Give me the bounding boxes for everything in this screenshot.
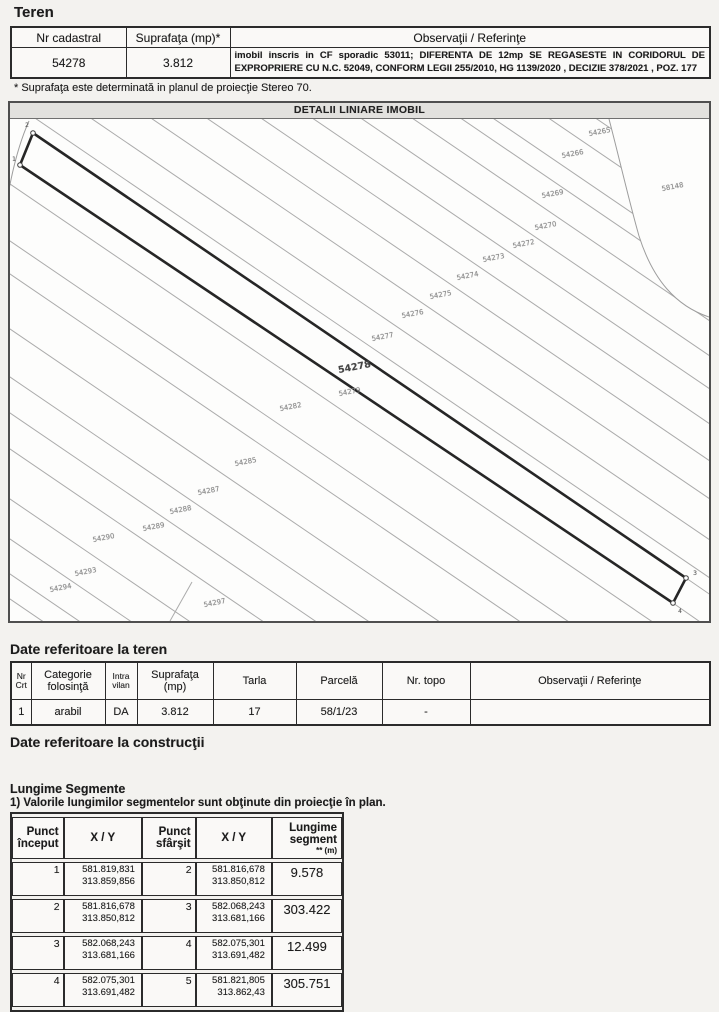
- map-parcel-label-54294: 54294: [48, 581, 73, 595]
- end-point: 4: [142, 936, 196, 970]
- coord-x: 582.068,243: [212, 901, 265, 912]
- corner-point-label-4: 4: [678, 608, 682, 615]
- end-point: 2: [142, 862, 196, 896]
- map-title: DETALII LINIARE IMOBIL: [10, 103, 709, 119]
- coord-y: 313.850,812: [212, 875, 265, 887]
- teren-table-header-row: [11, 27, 710, 48]
- coord-x: 582.068,243: [82, 938, 135, 949]
- col-header-nr-cadastral: Nr cadastral: [11, 27, 126, 48]
- nr-cadastral-value: 54278: [11, 48, 126, 79]
- coord-y: 313.691,482: [212, 949, 265, 961]
- map-parcel-label-54293: 54293: [73, 565, 98, 579]
- map-parcel-label-54275: 54275: [428, 288, 453, 302]
- col-header-categorie: Categorie folosinţă: [31, 662, 105, 700]
- map-frame: [8, 101, 711, 623]
- segment-row: [12, 899, 342, 933]
- segmente-note: 1) Valorile lungimilor segmentelor sunt obţinute din proiecţie în plan.: [10, 797, 386, 809]
- map-parcel-label-54269: 54269: [540, 187, 565, 201]
- suprafata-value: 3.812: [126, 48, 230, 79]
- col-header-nr-crt: Nr Crt: [11, 662, 31, 700]
- segment-length: 303.422: [272, 899, 342, 933]
- map-parcel-label-54279: 54279: [337, 385, 362, 399]
- lungime-label: Lungime segment: [289, 821, 337, 846]
- constructii-heading: Date referitoare la construcţii: [10, 734, 205, 750]
- start-coords: [64, 936, 142, 970]
- teren-detalii-heading: Date referitoare la teren: [10, 641, 168, 657]
- col-header-punct-sfarsit: Punct sfârşit: [142, 817, 196, 859]
- map-parcel-label-54287: 54287: [196, 484, 221, 498]
- teren-table-data-row: [11, 48, 710, 79]
- map-parcel-label-54282: 54282: [278, 400, 303, 414]
- segment-length: 9.578: [272, 862, 342, 896]
- coord-x: 581.819,831: [82, 864, 135, 875]
- map-parcel-label-54289: 54289: [141, 520, 166, 534]
- segmente-title: Lungime Segmente: [10, 782, 126, 796]
- coord-y: 313.850,812: [82, 912, 135, 924]
- map-parcel-label-54265: 54265: [587, 125, 612, 139]
- start-point: 1: [12, 862, 64, 896]
- map-parcel-label-54274: 54274: [455, 269, 480, 283]
- suprafata-footnote: * Suprafaţa este determinată in planul de proiecţie Stereo 70.: [14, 82, 312, 94]
- coord-y: 313.681,166: [212, 912, 265, 924]
- map-parcel-label-54266: 54266: [560, 147, 585, 161]
- teren-detalii-table: [10, 661, 711, 726]
- col-header-suprafata: Suprafaţa (mp)*: [126, 27, 230, 48]
- segmente-header-row: [12, 817, 342, 859]
- corner-point-label-3: 3: [693, 570, 697, 577]
- corner-point-label-2: 2: [25, 122, 29, 129]
- map-parcel-label-58148: 58148: [660, 180, 685, 194]
- corner-point-marker-4: [671, 601, 676, 606]
- tarla-value: 17: [213, 700, 296, 726]
- segment-row: [12, 936, 342, 970]
- categorie-value: arabil: [31, 700, 105, 726]
- coord-y: 313.691,482: [82, 986, 135, 998]
- teren-detalii-data-row: [11, 700, 710, 726]
- coord-x: 581.816,678: [82, 901, 135, 912]
- segment-length: 12.499: [272, 936, 342, 970]
- teren-table: [10, 26, 711, 79]
- map-parcel-label-54276: 54276: [400, 307, 425, 321]
- end-coords: [196, 973, 272, 1007]
- corner-point-marker-2: [31, 131, 36, 136]
- map-parcel-label-54270: 54270: [533, 219, 558, 233]
- road-area-mask: [609, 119, 709, 317]
- corner-point-marker-1: [18, 163, 23, 168]
- map-parcel-label-54277: 54277: [370, 330, 395, 344]
- end-point: 5: [142, 973, 196, 1007]
- coord-x: 582.075,301: [82, 975, 135, 986]
- coord-y: 313.681,166: [82, 949, 135, 961]
- end-coords: [196, 862, 272, 896]
- start-coords: [64, 862, 142, 896]
- map-parcel-label-54272: 54272: [511, 237, 536, 251]
- col-header-observatii-referinte: Observaţii / Referinţe: [470, 662, 710, 700]
- intravilan-value: DA: [105, 700, 137, 726]
- end-coords: [196, 936, 272, 970]
- col-header-observatii: Observaţii / Referinţe: [230, 27, 710, 48]
- teren-detalii-header-row: [11, 662, 710, 700]
- map-parcel-label-54273: 54273: [481, 251, 506, 265]
- col-header-xy-end: X / Y: [196, 817, 272, 859]
- teren-heading: Teren: [14, 4, 54, 21]
- cadastral-map: [10, 119, 709, 621]
- nr-topo-value: -: [382, 700, 470, 726]
- col-header-tarla: Tarla: [213, 662, 296, 700]
- coord-y: 313.862,43: [217, 986, 265, 998]
- observatii-value: imobil inscris in CF sporadic 53011; DIFERENTA DE 12mp SE REGASESTE IN CORIDORUL DE EXPROPRIERE CU N.C. 52049, CONFORM LEGII 255/2010, HG 1139/2020 , DECIZIE 378/2021 , POZ. 177: [230, 48, 710, 79]
- end-coords: [196, 899, 272, 933]
- segmente-table: [10, 812, 344, 1012]
- col-header-punct-inceput: Punct început: [12, 817, 64, 859]
- segment-length: 305.751: [272, 973, 342, 1007]
- corner-point-marker-3: [684, 576, 689, 581]
- map-parcel-label-54297: 54297: [202, 596, 227, 610]
- col-header-xy-start: X / Y: [64, 817, 142, 859]
- start-point: 3: [12, 936, 64, 970]
- nr-crt-value: 1: [11, 700, 31, 726]
- map-parcel-label-54285: 54285: [233, 455, 258, 469]
- map-parcel-label-54278: 54278: [337, 358, 372, 377]
- col-header-lungime-segment: [272, 817, 342, 859]
- coord-y: 313.859,856: [82, 875, 135, 887]
- parcel-number-labels: [49, 126, 684, 609]
- start-coords: [64, 973, 142, 1007]
- segment-row: [12, 973, 342, 1007]
- col-header-nr-topo: Nr. topo: [382, 662, 470, 700]
- map-parcel-label-54290: 54290: [91, 531, 116, 545]
- start-coords: [64, 899, 142, 933]
- segment-row: [12, 862, 342, 896]
- map-parcel-label-54288: 54288: [168, 503, 193, 517]
- observatii-referinte-value: [470, 700, 710, 726]
- end-point: 3: [142, 899, 196, 933]
- parcela-value: 58/1/23: [296, 700, 382, 726]
- coord-x: 581.816,678: [212, 864, 265, 875]
- coord-x: 581.821,805: [212, 975, 265, 986]
- col-header-parcela: Parcelă: [296, 662, 382, 700]
- start-point: 4: [12, 973, 64, 1007]
- col-header-intravilan: Intra vilan: [105, 662, 137, 700]
- corner-point-label-1: 1: [12, 156, 16, 163]
- lungime-unit: ** (m): [316, 845, 337, 855]
- suprafata-mp-value: 3.812: [137, 700, 213, 726]
- col-header-suprafata-mp: Suprafaţa (mp): [137, 662, 213, 700]
- coord-x: 582.075,301: [212, 938, 265, 949]
- start-point: 2: [12, 899, 64, 933]
